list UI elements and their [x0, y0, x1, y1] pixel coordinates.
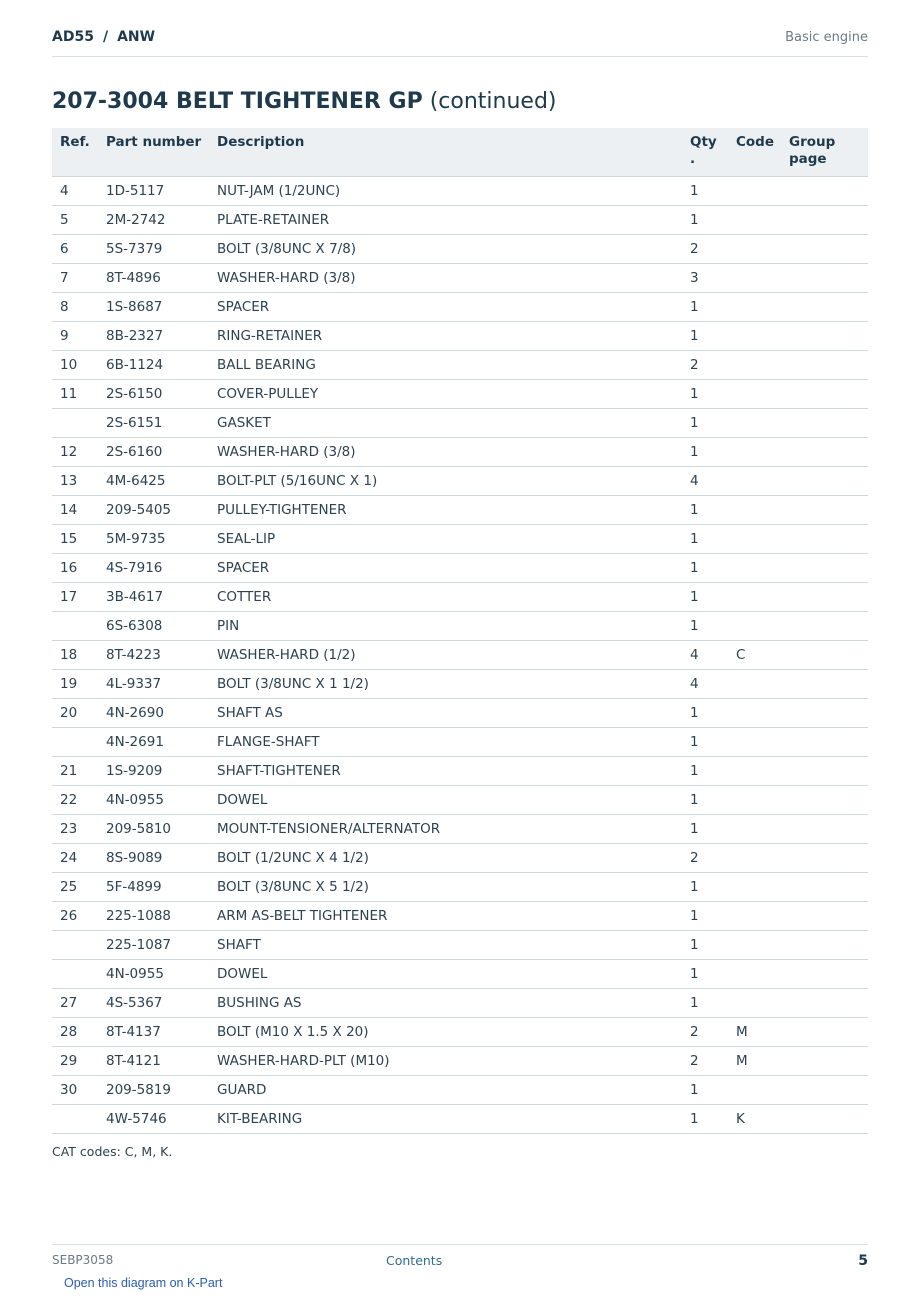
cell-ref: 4: [52, 177, 98, 206]
cell-group-page: [781, 496, 868, 525]
cell-qty: 1: [682, 409, 728, 438]
cell-code: [728, 786, 781, 815]
cell-ref: 13: [52, 467, 98, 496]
cell-description: DOWEL: [209, 786, 682, 815]
cell-ref: 24: [52, 844, 98, 873]
col-header-part-number: Part number: [98, 128, 209, 177]
cell-ref: [52, 728, 98, 757]
cell-qty: 1: [682, 699, 728, 728]
cell-code: [728, 583, 781, 612]
cell-group-page: [781, 293, 868, 322]
cell-code: [728, 1076, 781, 1105]
cell-code: [728, 844, 781, 873]
cell-description: BOLT (3/8UNC X 5 1/2): [209, 873, 682, 902]
cell-code: [728, 409, 781, 438]
cell-qty: 1: [682, 728, 728, 757]
cell-ref: [52, 409, 98, 438]
cell-code: K: [728, 1105, 781, 1134]
cell-part-number: 5S-7379: [98, 235, 209, 264]
table-row: [52, 670, 868, 699]
cell-qty: 1: [682, 177, 728, 206]
cell-description: BOLT (3/8UNC X 7/8): [209, 235, 682, 264]
table-row: [52, 1105, 868, 1134]
cell-code: [728, 293, 781, 322]
cell-qty: 2: [682, 235, 728, 264]
cell-part-number: 8T-4896: [98, 264, 209, 293]
cell-group-page: [781, 1018, 868, 1047]
cell-part-number: 4N-0955: [98, 960, 209, 989]
cell-ref: 29: [52, 1047, 98, 1076]
cell-code: [728, 438, 781, 467]
table-row: [52, 380, 868, 409]
cell-ref: 22: [52, 786, 98, 815]
table-row: [52, 902, 868, 931]
cell-ref: 23: [52, 815, 98, 844]
cell-group-page: [781, 380, 868, 409]
table-row: [52, 438, 868, 467]
cell-code: [728, 322, 781, 351]
cell-part-number: 4S-7916: [98, 554, 209, 583]
table-row: [52, 525, 868, 554]
table-row: [52, 322, 868, 351]
table-row: [52, 264, 868, 293]
cell-description: BOLT (M10 X 1.5 X 20): [209, 1018, 682, 1047]
cell-description: DOWEL: [209, 960, 682, 989]
page-number: 5: [858, 1253, 868, 1269]
cell-code: C: [728, 641, 781, 670]
page-title: [52, 89, 557, 114]
cell-qty: 1: [682, 293, 728, 322]
breadcrumb: [52, 29, 155, 45]
cell-group-page: [781, 206, 868, 235]
cell-part-number: 209-5810: [98, 815, 209, 844]
table-row: [52, 1076, 868, 1105]
cell-qty: 1: [682, 1105, 728, 1134]
cell-ref: 15: [52, 525, 98, 554]
cell-code: [728, 670, 781, 699]
cell-group-page: [781, 612, 868, 641]
cell-ref: 18: [52, 641, 98, 670]
cell-description: FLANGE-SHAFT: [209, 728, 682, 757]
cell-code: [728, 264, 781, 293]
cell-qty: 1: [682, 206, 728, 235]
cell-qty: 2: [682, 351, 728, 380]
cell-qty: 1: [682, 525, 728, 554]
cell-part-number: 6B-1124: [98, 351, 209, 380]
cell-qty: 1: [682, 873, 728, 902]
cell-group-page: [781, 1076, 868, 1105]
cell-part-number: 5M-9735: [98, 525, 209, 554]
cell-description: BOLT (1/2UNC X 4 1/2): [209, 844, 682, 873]
cell-group-page: [781, 264, 868, 293]
cell-group-page: [781, 670, 868, 699]
cell-group-page: [781, 728, 868, 757]
cell-part-number: 1D-5117: [98, 177, 209, 206]
breadcrumb-model: AD55: [52, 29, 94, 45]
table-row: [52, 409, 868, 438]
cell-description: SPACER: [209, 293, 682, 322]
cell-code: [728, 612, 781, 641]
table-row: [52, 177, 868, 206]
cell-ref: 8: [52, 293, 98, 322]
cell-description: BOLT-PLT (5/16UNC X 1): [209, 467, 682, 496]
cell-qty: 1: [682, 438, 728, 467]
parts-table: [52, 128, 868, 1134]
cell-group-page: [781, 902, 868, 931]
cell-qty: 1: [682, 322, 728, 351]
cell-description: GUARD: [209, 1076, 682, 1105]
cell-ref: [52, 1105, 98, 1134]
table-row: [52, 583, 868, 612]
cell-code: [728, 815, 781, 844]
cell-group-page: [781, 989, 868, 1018]
cell-description: RING-RETAINER: [209, 322, 682, 351]
cell-ref: 7: [52, 264, 98, 293]
cell-ref: 27: [52, 989, 98, 1018]
cell-ref: 6: [52, 235, 98, 264]
cell-code: [728, 931, 781, 960]
cell-qty: 1: [682, 380, 728, 409]
cat-codes-note: CAT codes: C, M, K.: [52, 1144, 173, 1159]
cell-description: NUT-JAM (1/2UNC): [209, 177, 682, 206]
cell-part-number: 3B-4617: [98, 583, 209, 612]
cell-part-number: 8T-4121: [98, 1047, 209, 1076]
cell-qty: 1: [682, 757, 728, 786]
cell-qty: 3: [682, 264, 728, 293]
cell-code: [728, 380, 781, 409]
cell-qty: 1: [682, 554, 728, 583]
cell-code: M: [728, 1047, 781, 1076]
cell-part-number: 225-1088: [98, 902, 209, 931]
cell-description: WASHER-HARD (3/8): [209, 264, 682, 293]
cell-description: SHAFT AS: [209, 699, 682, 728]
col-header-group-line2: page: [789, 151, 827, 167]
cell-qty: 1: [682, 902, 728, 931]
cell-part-number: 8S-9089: [98, 844, 209, 873]
cell-part-number: 209-5819: [98, 1076, 209, 1105]
table-row: [52, 641, 868, 670]
cell-group-page: [781, 931, 868, 960]
table-row: [52, 467, 868, 496]
cell-group-page: [781, 960, 868, 989]
cell-code: [728, 902, 781, 931]
cell-ref: [52, 931, 98, 960]
cell-part-number: 1S-9209: [98, 757, 209, 786]
parts-table-body: [52, 177, 868, 1134]
cell-ref: 25: [52, 873, 98, 902]
cell-ref: 17: [52, 583, 98, 612]
cell-part-number: 4N-2690: [98, 699, 209, 728]
header-row: [52, 128, 868, 177]
table-row: [52, 235, 868, 264]
cell-code: [728, 699, 781, 728]
table-row: [52, 554, 868, 583]
breadcrumb-separator: /: [102, 29, 109, 45]
col-header-ref: Ref.: [52, 128, 98, 177]
cell-group-page: [781, 525, 868, 554]
cell-group-page: [781, 786, 868, 815]
cell-ref: 9: [52, 322, 98, 351]
cell-group-page: [781, 438, 868, 467]
breadcrumb-prefix: ANW: [117, 29, 156, 45]
title-continued: (continued): [429, 89, 557, 114]
cell-group-page: [781, 873, 868, 902]
cell-group-page: [781, 409, 868, 438]
cell-description: KIT-BEARING: [209, 1105, 682, 1134]
cell-code: [728, 206, 781, 235]
cell-part-number: 4N-2691: [98, 728, 209, 757]
cell-ref: 20: [52, 699, 98, 728]
cell-description: MOUNT-TENSIONER/ALTERNATOR: [209, 815, 682, 844]
cell-description: COVER-PULLEY: [209, 380, 682, 409]
table-row: [52, 873, 868, 902]
cell-qty: 1: [682, 815, 728, 844]
cell-qty: 1: [682, 786, 728, 815]
group-title: 207-3004 BELT TIGHTENER GP: [52, 89, 423, 114]
cell-part-number: 2S-6150: [98, 380, 209, 409]
cell-group-page: [781, 554, 868, 583]
table-row: [52, 989, 868, 1018]
cell-description: PULLEY-TIGHTENER: [209, 496, 682, 525]
cell-part-number: 4S-5367: [98, 989, 209, 1018]
cell-code: [728, 554, 781, 583]
cell-part-number: 225-1087: [98, 931, 209, 960]
cell-ref: [52, 612, 98, 641]
cell-part-number: 209-5405: [98, 496, 209, 525]
col-header-qty-line2: .: [690, 151, 696, 167]
cell-description: SPACER: [209, 554, 682, 583]
cell-group-page: [781, 322, 868, 351]
cell-description: BALL BEARING: [209, 351, 682, 380]
cell-part-number: 8B-2327: [98, 322, 209, 351]
cell-qty: 2: [682, 844, 728, 873]
cell-code: [728, 351, 781, 380]
contents-link[interactable]: Contents: [386, 1253, 443, 1268]
cell-qty: 4: [682, 670, 728, 699]
kpart-link[interactable]: Open this diagram on K-Part: [64, 1276, 223, 1290]
cell-description: BOLT (3/8UNC X 1 1/2): [209, 670, 682, 699]
cell-qty: 2: [682, 1018, 728, 1047]
cell-group-page: [781, 844, 868, 873]
cell-part-number: 8T-4223: [98, 641, 209, 670]
cell-group-page: [781, 1047, 868, 1076]
cell-ref: 26: [52, 902, 98, 931]
cell-description: SEAL-LIP: [209, 525, 682, 554]
cell-description: SHAFT-TIGHTENER: [209, 757, 682, 786]
cell-description: COTTER: [209, 583, 682, 612]
col-header-group-line1: Group: [789, 134, 836, 150]
table-row: [52, 1047, 868, 1076]
cell-code: [728, 960, 781, 989]
cell-description: WASHER-HARD-PLT (M10): [209, 1047, 682, 1076]
cell-description: PIN: [209, 612, 682, 641]
cell-group-page: [781, 641, 868, 670]
cell-code: [728, 467, 781, 496]
cell-description: SHAFT: [209, 931, 682, 960]
cell-code: [728, 728, 781, 757]
cell-group-page: [781, 699, 868, 728]
cell-ref: 12: [52, 438, 98, 467]
cell-part-number: 4N-0955: [98, 786, 209, 815]
cell-description: BUSHING AS: [209, 989, 682, 1018]
table-row: [52, 699, 868, 728]
table-row: [52, 844, 868, 873]
cell-part-number: 2S-6160: [98, 438, 209, 467]
page-footer: [52, 1244, 868, 1275]
cell-part-number: 6S-6308: [98, 612, 209, 641]
cell-group-page: [781, 1105, 868, 1134]
cell-group-page: [781, 467, 868, 496]
table-row: [52, 931, 868, 960]
cell-code: [728, 177, 781, 206]
cell-ref: 5: [52, 206, 98, 235]
cell-qty: 4: [682, 467, 728, 496]
cell-ref: [52, 960, 98, 989]
cell-part-number: 2M-2742: [98, 206, 209, 235]
col-header-code: Code: [728, 128, 781, 177]
cell-group-page: [781, 757, 868, 786]
cell-description: PLATE-RETAINER: [209, 206, 682, 235]
cell-ref: 14: [52, 496, 98, 525]
cell-ref: 16: [52, 554, 98, 583]
table-row: [52, 960, 868, 989]
cell-group-page: [781, 235, 868, 264]
cell-qty: 1: [682, 496, 728, 525]
cell-ref: 28: [52, 1018, 98, 1047]
cell-description: WASHER-HARD (1/2): [209, 641, 682, 670]
cell-code: [728, 496, 781, 525]
cell-ref: 21: [52, 757, 98, 786]
cell-qty: 1: [682, 583, 728, 612]
cell-description: WASHER-HARD (3/8): [209, 438, 682, 467]
table-row: [52, 757, 868, 786]
table-row: [52, 496, 868, 525]
cell-qty: 2: [682, 1047, 728, 1076]
cell-part-number: 8T-4137: [98, 1018, 209, 1047]
cell-code: M: [728, 1018, 781, 1047]
cell-part-number: 4W-5746: [98, 1105, 209, 1134]
col-header-group-page: [781, 128, 868, 177]
cell-qty: 1: [682, 931, 728, 960]
table-row: [52, 612, 868, 641]
cell-qty: 1: [682, 960, 728, 989]
table-row: [52, 293, 868, 322]
cell-code: [728, 757, 781, 786]
cell-group-page: [781, 815, 868, 844]
table-row: [52, 1018, 868, 1047]
cell-qty: 1: [682, 989, 728, 1018]
table-row: [52, 815, 868, 844]
table-row: [52, 206, 868, 235]
table-row: [52, 786, 868, 815]
cell-qty: 4: [682, 641, 728, 670]
section-name: Basic engine: [785, 30, 868, 45]
cell-part-number: 1S-8687: [98, 293, 209, 322]
cell-ref: 11: [52, 380, 98, 409]
parts-table-header: [52, 128, 868, 177]
cell-code: [728, 525, 781, 554]
col-header-qty: [682, 128, 728, 177]
cell-code: [728, 235, 781, 264]
cell-qty: 1: [682, 612, 728, 641]
cell-ref: 19: [52, 670, 98, 699]
cell-qty: 1: [682, 1076, 728, 1105]
col-header-qty-line1: Qty: [690, 134, 717, 150]
document-number: SEBP3058: [52, 1253, 114, 1267]
cell-ref: 10: [52, 351, 98, 380]
cell-description: ARM AS-BELT TIGHTENER: [209, 902, 682, 931]
cell-description: GASKET: [209, 409, 682, 438]
cell-group-page: [781, 583, 868, 612]
col-header-description: Description: [209, 128, 682, 177]
page-header: [52, 28, 868, 57]
cell-part-number: 5F-4899: [98, 873, 209, 902]
cell-part-number: 2S-6151: [98, 409, 209, 438]
cell-group-page: [781, 351, 868, 380]
cell-code: [728, 989, 781, 1018]
table-row: [52, 728, 868, 757]
cell-part-number: 4M-6425: [98, 467, 209, 496]
cell-ref: 30: [52, 1076, 98, 1105]
cell-part-number: 4L-9337: [98, 670, 209, 699]
cell-group-page: [781, 177, 868, 206]
cell-code: [728, 873, 781, 902]
table-row: [52, 351, 868, 380]
